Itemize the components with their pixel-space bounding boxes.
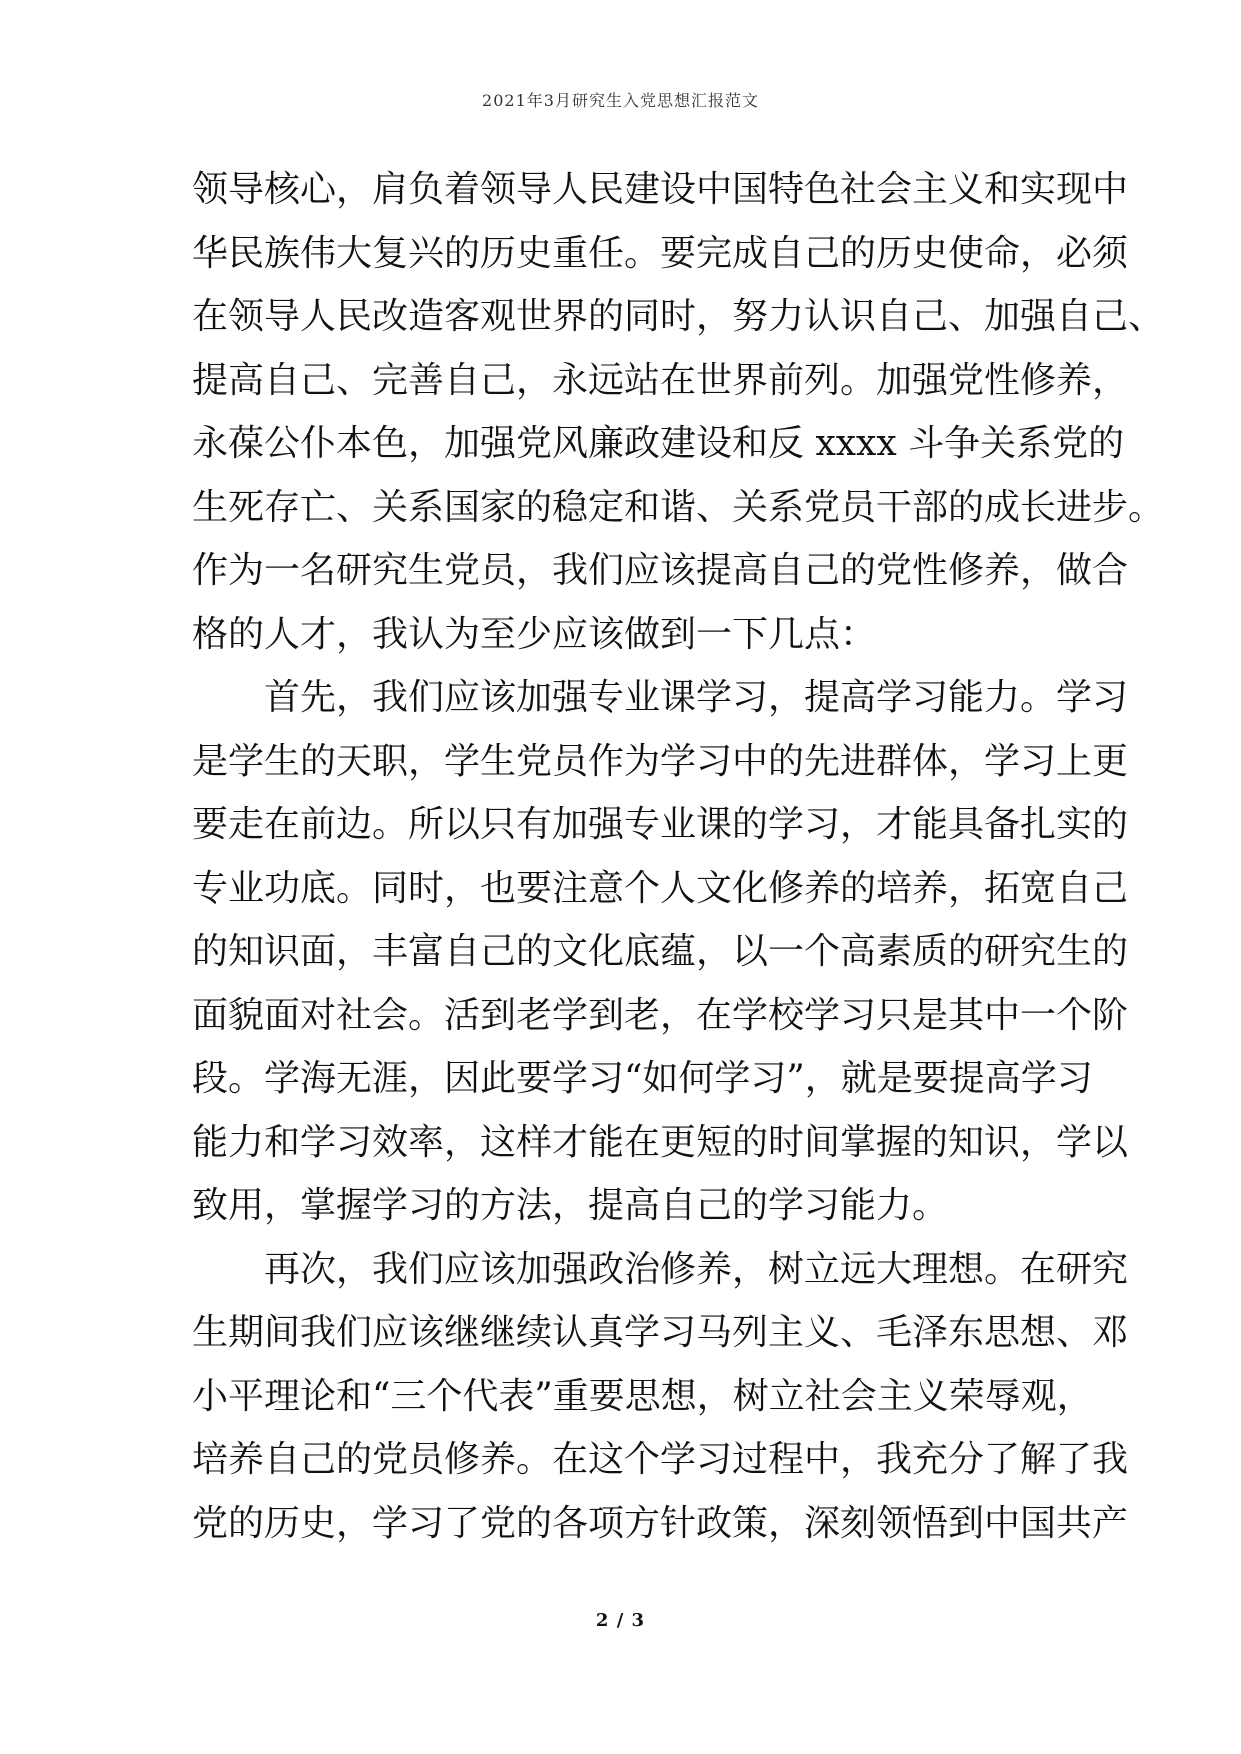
paragraph [192, 666, 1129, 1238]
text-line: 能力和学习效率，这样才能在更短的时间掌握的知识，学以 [192, 1121, 1129, 1163]
text-line: 永葆公仆本色，加强党风廉政建设和反 xxxx 斗争关系党的 [192, 423, 1125, 464]
text-line: 领导核心，肩负着领导人民建设中国特色社会主义和实现中 [192, 169, 1129, 210]
text-line: 面貌面对社会。活到老学到老，在学校学习只是其中一个阶 [192, 994, 1129, 1036]
text-line: 生死存亡、关系国家的稳定和谐、关系党员干部的成长进步。 [192, 486, 1165, 528]
text-line: 提高自己、完善自己，永远站在世界前列。加强党性修养， [192, 359, 1129, 401]
body-text [192, 158, 1165, 1555]
paragraph [192, 158, 1165, 666]
text-line: 培养自己的党员修养。在这个学习过程中，我充分了解了我 [192, 1439, 1129, 1480]
page-number: 2 / 3 [595, 1610, 646, 1631]
text-line: 再次，我们应该加强政治修养，树立远大理想。在研究 [264, 1248, 1129, 1290]
text-line: 作为一名研究生党员，我们应该提高自己的党性修养，做合 [192, 550, 1129, 591]
text-line: 格的人才，我认为至少应该做到一下几点： [192, 613, 877, 655]
text-line: 是学生的天职，学生党员作为学习中的先进群体，学习上更 [192, 740, 1129, 782]
text-line: 党的历史，学习了党的各项方针政策，深刻领悟到中国共产 [192, 1502, 1129, 1544]
text-line: 在领导人民改造客观世界的同时，努力认识自己、加强自己、 [192, 296, 1165, 337]
text-line: 专业功底。同时，也要注意个人文化修养的培养，拓宽自己 [192, 867, 1129, 909]
paragraph [192, 1238, 1129, 1556]
text-line: 首先，我们应该加强专业课学习，提高学习能力。学习 [264, 677, 1129, 718]
text-line: 要走在前边。所以只有加强专业课的学习，才能具备扎实的 [192, 804, 1129, 845]
running-header: 2021年3月研究生入党思想汇报范文 [482, 91, 759, 110]
text-line: 段。学海无涯，因此要学习“如何学习”，就是要提高学习 [192, 1058, 1093, 1099]
text-line: 的知识面，丰富自己的文化底蕴，以一个高素质的研究生的 [192, 931, 1129, 972]
text-line: 小平理论和“三个代表”重要思想，树立社会主义荣辱观， [192, 1375, 1093, 1417]
text-line: 生期间我们应该继继续认真学习马列主义、毛泽东思想、邓 [192, 1312, 1129, 1353]
text-line: 致用，掌握学习的方法，提高自己的学习能力。 [192, 1185, 949, 1226]
text-line: 华民族伟大复兴的历史重任。要完成自己的历史使命，必须 [192, 232, 1129, 274]
